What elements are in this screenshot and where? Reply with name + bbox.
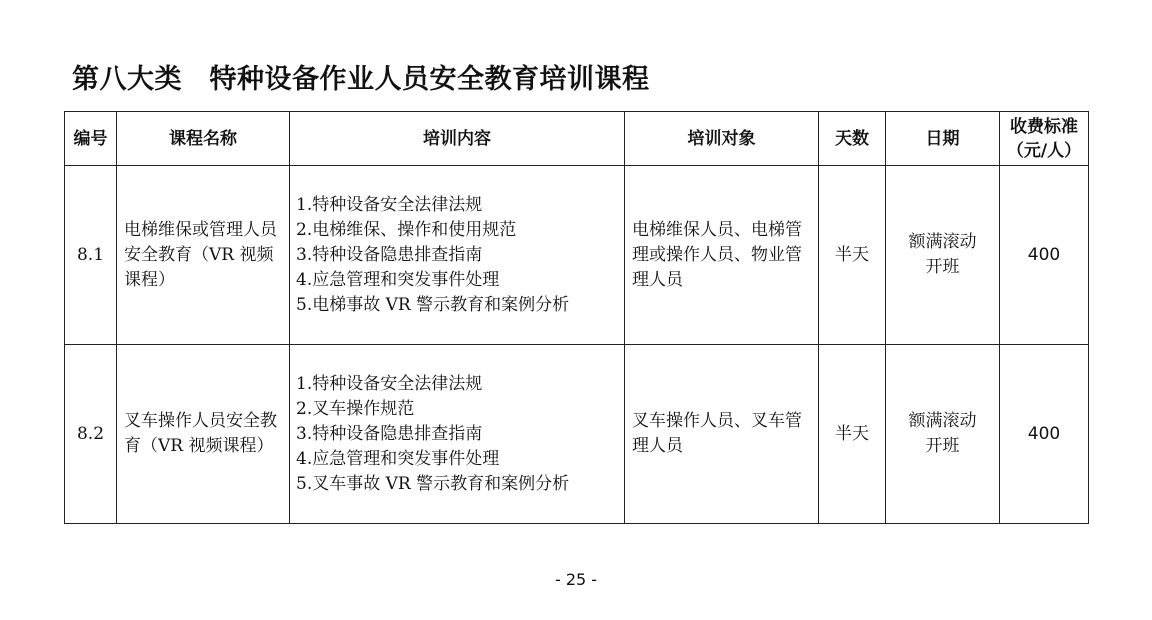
header-days: 天数 [819, 112, 886, 166]
header-fee [1000, 112, 1089, 166]
content-item: 3.特种设备隐患排查指南 [296, 423, 483, 444]
content-item: 4.应急管理和突发事件处理 [296, 269, 500, 290]
content-item: 1.特种设备安全法律法规 [296, 373, 483, 394]
course-date [886, 345, 1000, 524]
content-item: 1.特种设备安全法律法规 [296, 194, 483, 215]
course-table [64, 111, 1089, 524]
course-days: 半天 [819, 166, 886, 345]
page-number: - 25 - [554, 570, 598, 589]
course-name: 电梯维保或管理人员安全教育（VR 视频课程） [117, 166, 290, 345]
course-date-text: 额满滚动开班 [908, 232, 977, 277]
course-target: 叉车操作人员、叉车管理人员 [625, 345, 819, 524]
header-id: 编号 [65, 112, 117, 166]
table-row [65, 166, 1089, 345]
course-date [886, 166, 1000, 345]
content-item: 5.叉车事故 VR 警示教育和案例分析 [296, 473, 570, 494]
course-fee: 400 [1000, 166, 1089, 345]
header-fee-line2: （元/人） [1006, 140, 1082, 161]
content-item: 5.电梯事故 VR 警示教育和案例分析 [296, 294, 570, 315]
course-content [290, 345, 625, 524]
course-days: 半天 [819, 345, 886, 524]
course-date-text: 额满滚动开班 [908, 411, 977, 456]
header-target: 培训对象 [625, 112, 819, 166]
header-content: 培训内容 [290, 112, 625, 166]
course-content [290, 166, 625, 345]
course-name: 叉车操作人员安全教育（VR 视频课程） [117, 345, 290, 524]
course-id: 8.2 [65, 345, 117, 524]
content-item: 2.电梯维保、操作和使用规范 [296, 219, 517, 240]
content-item: 2.叉车操作规范 [296, 398, 415, 419]
course-id: 8.1 [65, 166, 117, 345]
header-row [65, 112, 1089, 166]
header-date: 日期 [886, 112, 1000, 166]
header-fee-line1: 收费标准 [1010, 116, 1078, 137]
content-item: 4.应急管理和突发事件处理 [296, 448, 500, 469]
table-row [65, 345, 1089, 524]
page-title: 第八大类 特种设备作业人员安全教育培训课程 [72, 64, 650, 95]
content-item: 3.特种设备隐患排查指南 [296, 244, 483, 265]
course-target: 电梯维保人员、电梯管理或操作人员、物业管理人员 [625, 166, 819, 345]
header-name: 课程名称 [117, 112, 290, 166]
course-fee: 400 [1000, 345, 1089, 524]
